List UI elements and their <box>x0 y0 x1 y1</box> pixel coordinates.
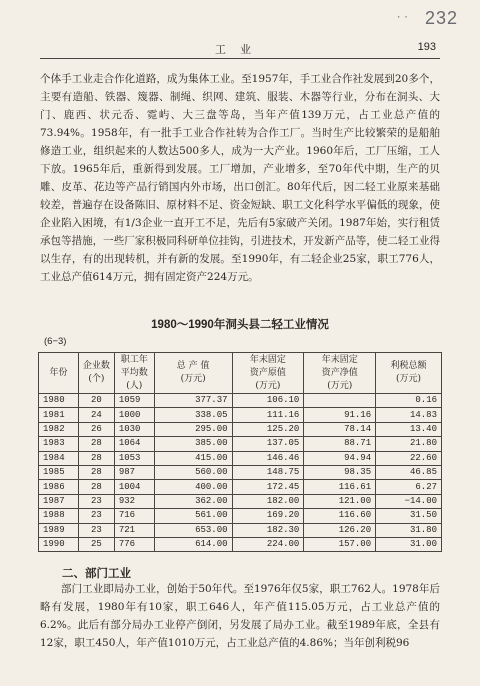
table-cell: 126.20 <box>304 523 376 537</box>
table-cell: 94.94 <box>304 451 376 465</box>
column-header <box>376 353 442 394</box>
column-header <box>114 353 154 394</box>
table-cell: 1982 <box>39 422 79 436</box>
column-header <box>78 353 114 394</box>
table-title: 1980～1990年洞头县二轻工业情况 <box>151 319 329 331</box>
table-code: (6−3) <box>44 336 67 347</box>
column-header-line: 年末固定 <box>249 354 286 365</box>
table-cell: 20 <box>78 394 114 408</box>
table-cell: 13.40 <box>376 422 442 436</box>
table-cell: 24 <box>78 408 114 422</box>
column-header-line: 资产原值 <box>249 367 286 378</box>
table-cell: 560.00 <box>154 465 232 479</box>
table-cell: 1980 <box>39 394 79 408</box>
table-cell: 121.00 <box>304 494 376 508</box>
table-header-row <box>39 353 442 394</box>
table-cell: 28 <box>78 437 114 451</box>
table-cell: 157.00 <box>304 537 376 551</box>
table-cell: 14.83 <box>376 408 442 422</box>
column-header-line: (万元) <box>255 380 281 391</box>
table-cell: 0.16 <box>376 394 442 408</box>
table-cell: 116.61 <box>304 480 376 494</box>
table-cell: 224.00 <box>232 537 304 551</box>
table-row <box>39 394 442 408</box>
table-row <box>39 451 442 465</box>
table-cell: 23 <box>78 523 114 537</box>
corner-dots: · · <box>396 9 408 23</box>
table-cell: 932 <box>114 494 154 508</box>
table-row <box>39 408 442 422</box>
column-header-line: 年末固定 <box>321 354 358 365</box>
table-cell: 88.71 <box>304 437 376 451</box>
column-header-line: 总 产 值 <box>176 361 210 371</box>
table-cell: 26 <box>78 422 114 436</box>
table-cell: 987 <box>114 465 154 479</box>
table-cell: 653.00 <box>154 523 232 537</box>
table-cell <box>304 394 376 408</box>
column-header <box>232 353 304 394</box>
table-row <box>39 523 442 537</box>
table-cell: 21.80 <box>376 437 442 451</box>
column-header-line: (人) <box>126 380 143 391</box>
table-cell: 415.00 <box>154 451 232 465</box>
table-cell: 172.45 <box>232 480 304 494</box>
table-cell: 1986 <box>39 480 79 494</box>
table-cell: 1004 <box>114 480 154 494</box>
column-header-line: 年份 <box>49 367 68 378</box>
table-row <box>39 537 442 551</box>
column-header-line: 企业数 <box>82 361 110 371</box>
table-cell: 1059 <box>114 394 154 408</box>
table-cell: −14.00 <box>376 494 442 508</box>
table-cell: 1983 <box>39 437 79 451</box>
table-cell: 1030 <box>114 422 154 436</box>
table-cell: 295.00 <box>154 422 232 436</box>
table-cell: 1981 <box>39 408 79 422</box>
table-cell: 169.20 <box>232 509 304 523</box>
table-body <box>39 394 442 552</box>
table-cell: 338.05 <box>154 408 232 422</box>
table-cell: 182.00 <box>232 494 304 508</box>
table-cell: 1988 <box>39 509 79 523</box>
table-cell: 1053 <box>114 451 154 465</box>
industry-table <box>38 352 442 552</box>
table-cell: 106.10 <box>232 394 304 408</box>
table-row <box>39 494 442 508</box>
table-cell: 1987 <box>39 494 79 508</box>
table-cell: 98.35 <box>304 465 376 479</box>
table-cell: 146.46 <box>232 451 304 465</box>
column-header-line: 职工年 <box>120 354 148 365</box>
column-header <box>304 353 376 394</box>
running-header <box>40 40 440 59</box>
column-header-line: 资产净值 <box>321 367 358 378</box>
table-cell: 614.00 <box>154 537 232 551</box>
column-header <box>154 353 232 394</box>
table-row <box>39 509 442 523</box>
table-row <box>39 437 442 451</box>
column-header <box>39 353 79 394</box>
column-header-line: 平均数 <box>120 367 148 378</box>
table-cell: 182.30 <box>232 523 304 537</box>
header-title: 工业 <box>215 43 265 56</box>
table-cell: 716 <box>114 509 154 523</box>
column-header-line: (万元) <box>327 380 353 391</box>
table-row <box>39 480 442 494</box>
body-paragraph-2: 部门工业即局办工业，创始于50年代。至1976年仅5家，职工762人。1978年后略有发展，1980年有10家，职工646人，年产值115.05万元，占工业总产值的6.2%。此后有部分局办工业停产倒闭，另发展了局办工业。截至1989年底，全县有12家，职工450人，年产值1010万元，占工业总产值的4.86%；当年创利税96 <box>40 583 440 649</box>
table-cell: 22.60 <box>376 451 442 465</box>
column-header-line: (万元) <box>396 374 422 384</box>
table-cell: 116.60 <box>304 509 376 523</box>
table-cell: 46.85 <box>376 465 442 479</box>
table-cell: 362.00 <box>154 494 232 508</box>
table-cell: 23 <box>78 494 114 508</box>
table-cell: 125.20 <box>232 422 304 436</box>
table-cell: 6.27 <box>376 480 442 494</box>
table-row <box>39 422 442 436</box>
table-cell: 28 <box>78 480 114 494</box>
table-cell: 28 <box>78 465 114 479</box>
section-heading: 二、部门工业 <box>62 568 131 580</box>
table-cell: 31.80 <box>376 523 442 537</box>
table-cell: 137.05 <box>232 437 304 451</box>
table-cell: 1989 <box>39 523 79 537</box>
table-cell: 1990 <box>39 537 79 551</box>
table-cell: 721 <box>114 523 154 537</box>
table-cell: 148.75 <box>232 465 304 479</box>
table-cell: 400.00 <box>154 480 232 494</box>
table-cell: 776 <box>114 537 154 551</box>
table-row <box>39 465 442 479</box>
column-header-line: (万元) <box>180 374 206 384</box>
table-cell: 1064 <box>114 437 154 451</box>
body-paragraph-1: 个体手工业走合作化道路，成为集体工业。至1957年，手工业合作社发展到20多个，主要有造船、铁器、篾器、制绳、织网、建筑、服装、木器等行业，分布在洞头、大门、鹿西、状元岙、霓屿、大三盘等岛，当年产值139万元，占工业总产值的73.94%。1958年，有一批手工业合作社转为合作工厂。当时生产比较繁荣的是船舶修造工业，组织起来的人数达500多人，成为一大产业。1960年后，工厂压缩，工人下放。1965年后，重新得到发展。工厂增加，产业增多，至70年代中期，生产的贝雕、皮革、花边等产品行销国内外市场，出口创汇。80年代后，因二轻工业原来基础较差，普遍存在设备陈旧、原材料不足、资金短缺、职工文化科学水平偏低的现象，使企业陷入困境，有1/3企业一直开工不足，先后有5家破产关闭。1987年始，实行租赁承包等措施，一些厂家积极同科研单位挂钩，引进技术，开发新产品等，使二轻工业得以生存，有的出现转机，并有新的发展。至1990年，有二轻企业25家，职工776人，工业总产值614万元，拥有固定资产224万元。 <box>40 73 440 283</box>
table-cell: 1985 <box>39 465 79 479</box>
table-cell: 78.14 <box>304 422 376 436</box>
table-cell: 377.37 <box>154 394 232 408</box>
table-cell: 31.00 <box>376 537 442 551</box>
table-cell: 31.50 <box>376 509 442 523</box>
table-cell: 111.16 <box>232 408 304 422</box>
table-cell: 91.16 <box>304 408 376 422</box>
column-header-line: (个) <box>88 374 105 384</box>
table-cell: 1000 <box>114 408 154 422</box>
handwritten-page-mark: 232 <box>424 8 458 28</box>
table-cell: 385.00 <box>154 437 232 451</box>
table-cell: 1984 <box>39 451 79 465</box>
page-number: 193 <box>417 41 436 53</box>
column-header-line: 利税总额 <box>390 361 427 371</box>
table-cell: 28 <box>78 451 114 465</box>
table-cell: 25 <box>78 537 114 551</box>
table-cell: 561.00 <box>154 509 232 523</box>
table-cell: 23 <box>78 509 114 523</box>
